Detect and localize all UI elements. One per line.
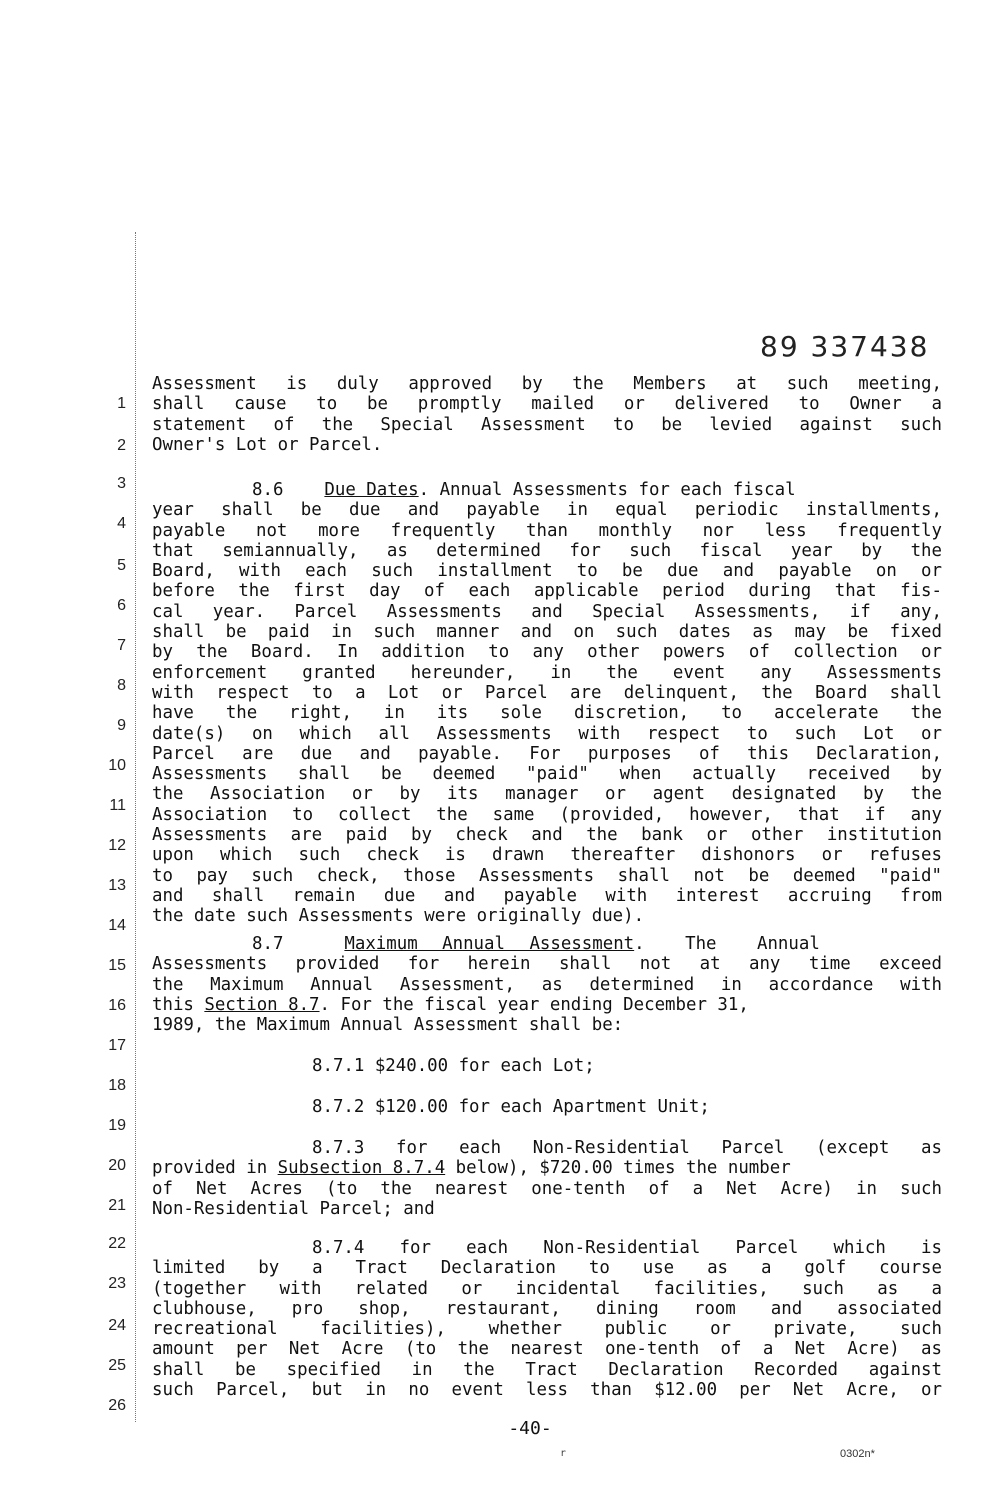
ref-prefix: provided in <box>152 1158 278 1179</box>
item-text: 8.7.1 $240.00 for each Lot; <box>312 1056 595 1076</box>
section-8-7 <box>152 934 942 1035</box>
text-line: Non-Residential Parcel; and <box>152 1198 435 1219</box>
heading-rest: . Annual Assessments for each fiscal <box>418 480 796 500</box>
line-number: 16 <box>108 997 126 1014</box>
text-line: have the right, in its sole discretion, to accelerate the <box>152 703 942 724</box>
section-heading: Maximum Annual Assessment <box>344 934 635 954</box>
document-code: 0302n* <box>840 1448 875 1460</box>
text-line: Assessment is duly approved by the Members at such meeting, <box>152 374 942 394</box>
text-line: of Net Acres (to the nearest one-tenth of a Net Acre) in such <box>152 1178 942 1199</box>
text-line: Board, with each such installment to be due and payable on or <box>152 561 942 582</box>
line-number: 25 <box>108 1357 126 1374</box>
ref-prefix: this <box>152 994 205 1015</box>
section-heading-line <box>152 934 942 954</box>
text-line: recreational facilities), whether public or private, such <box>152 1319 942 1340</box>
text-line: the Maximum Annual Assessment, as determined in accordance with <box>152 974 942 995</box>
line-number: 11 <box>109 797 126 814</box>
line-number: 20 <box>108 1157 126 1174</box>
text-line <box>152 1158 942 1178</box>
continuation-paragraph <box>152 374 942 455</box>
text-line: before the first day of each applicable period during that fis- <box>152 581 942 602</box>
line-number-rule <box>135 232 136 1422</box>
item-8-7-4 <box>152 1238 942 1400</box>
text-line: year shall be due and payable in equal periodic installments, <box>152 500 942 521</box>
text-line: with respect to a Lot or Parcel are delinquent, the Board shall <box>152 682 942 703</box>
ref-rest: . For the fiscal year ending December 31, <box>319 994 749 1015</box>
section-8-6 <box>152 480 942 927</box>
text-line: to pay such check, those Assessments shall not be deemed "paid" <box>152 865 942 886</box>
line-number: 13 <box>108 877 126 894</box>
line-number: 5 <box>117 557 126 574</box>
item-8-7-3 <box>152 1138 942 1219</box>
text-line: clubhouse, pro shop, restaurant, dining room and associated <box>152 1298 942 1319</box>
line-number: 6 <box>117 597 126 614</box>
text-line: (together with related or incidental facilities, such as a <box>152 1278 942 1299</box>
section-heading: Due Dates <box>324 480 419 500</box>
line-number: 7 <box>117 637 126 654</box>
page-number: -40- <box>508 1418 552 1439</box>
line-number: 24 <box>108 1317 126 1334</box>
item-text: 8.7.4 for each Non-Residential Parcel which is <box>312 1238 942 1258</box>
line-number: 17 <box>108 1037 126 1054</box>
text-line: by the Board. In addition to any other powers of collection or <box>152 642 942 663</box>
text-line: date(s) on which all Assessments with respect to such Lot or <box>152 723 942 744</box>
section-reference: Section 8.7 <box>204 994 320 1015</box>
ref-rest: below), $720.00 times the number <box>445 1158 791 1179</box>
section-number: 8.7 <box>252 934 284 954</box>
section-heading-line <box>152 480 942 500</box>
line-number: 8 <box>117 677 126 694</box>
text-line: shall cause to be promptly mailed or delivered to Owner a <box>152 394 942 415</box>
line-number: 22 <box>108 1235 126 1252</box>
text-line: enforcement granted hereunder, in the event any Assessments <box>152 662 942 683</box>
text-line: cal year. Parcel Assessments and Special Assessments, if any, <box>152 601 942 622</box>
text-line: limited by a Tract Declaration to use as a golf course <box>152 1258 942 1279</box>
text-line: Parcel are due and payable. For purposes of this Declaration, <box>152 743 942 764</box>
line-number: 21 <box>108 1197 126 1214</box>
text-line: upon which such check is drawn thereafter dishonors or refuses <box>152 845 942 866</box>
text-line: amount per Net Acre (to the nearest one-tenth of a Net Acre) as <box>152 1339 942 1360</box>
section-number: 8.6 <box>252 480 284 500</box>
line-number: 9 <box>117 717 126 734</box>
text-line: 1989, the Maximum Annual Assessment shall be: <box>152 1015 624 1036</box>
line-number: 19 <box>108 1117 126 1134</box>
text-line: statement of the Special Assessment to be levied against such <box>152 414 942 435</box>
item-text: 8.7.2 $120.00 for each Apartment Unit; <box>312 1097 710 1117</box>
footer-mark: r <box>560 1448 567 1459</box>
text-line: shall be paid in such manner and on such dates as may be fixed <box>152 622 942 643</box>
text-line: Assessments provided for herein shall not at any time exceed <box>152 954 942 975</box>
line-number: 15 <box>108 957 126 974</box>
text-line: Association to collect the same (provided, however, that if any <box>152 804 942 825</box>
line-number: 18 <box>108 1077 126 1094</box>
text-line: Owner's Lot or Parcel. <box>152 434 383 455</box>
line-number: 14 <box>108 917 126 934</box>
heading-rest: . The Annual <box>634 934 820 954</box>
text-line: such Parcel, but in no event less than $12.00 per Net Acre, or <box>152 1380 942 1401</box>
item-8-7-1 <box>152 1056 942 1076</box>
line-number: 23 <box>108 1275 126 1292</box>
text-line: that semiannually, as determined for such fiscal year by the <box>152 540 942 561</box>
text-line: the Association or by its manager or agent designated by the <box>152 784 942 805</box>
line-number: 26 <box>108 1397 126 1414</box>
recording-number: 89 337438 <box>760 330 930 363</box>
text-line: the date such Assessments were originally due). <box>152 906 645 927</box>
line-number: 4 <box>117 515 126 532</box>
item-8-7-2 <box>152 1097 942 1117</box>
line-number: 1 <box>117 395 126 412</box>
text-line: and shall remain due and payable with interest accruing from <box>152 885 942 906</box>
line-number: 10 <box>108 757 126 774</box>
subsection-reference: Subsection 8.7.4 <box>277 1158 446 1179</box>
line-number: 12 <box>108 837 126 854</box>
line-number: 3 <box>117 475 126 492</box>
text-line: shall be specified in the Tract Declaration Recorded against <box>152 1359 942 1380</box>
text-line: Assessments shall be deemed "paid" when actually received by <box>152 764 942 785</box>
text-line: payable not more frequently than monthly nor less frequently <box>152 520 942 541</box>
item-text: 8.7.3 for each Non-Residential Parcel (except as <box>312 1138 942 1158</box>
line-number: 2 <box>117 437 126 454</box>
text-line <box>152 995 942 1015</box>
text-line: Assessments are paid by check and the bank or other institution <box>152 825 942 846</box>
